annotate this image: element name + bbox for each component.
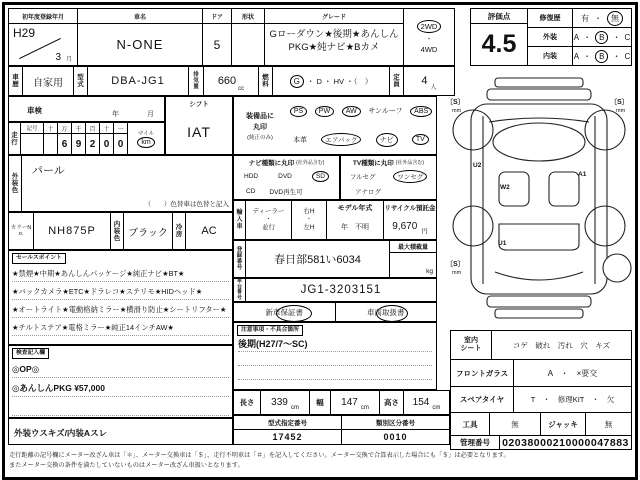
import-label: 輸入車 (234, 201, 246, 239)
score-table (470, 8, 632, 66)
col-header: 十 (100, 123, 113, 134)
exterior-color-label: 外装色 (9, 156, 22, 211)
books-row (233, 302, 437, 322)
grade-b-circled: B (595, 31, 608, 44)
color-no-value: NH875P (34, 213, 111, 249)
circle-mark (276, 305, 312, 322)
length-number: 339 (271, 397, 288, 408)
mileage-unit-cell (128, 123, 164, 154)
car-name-cell (78, 9, 203, 65)
height-number: 154 (412, 397, 430, 408)
recycle-amount: 9,670 (392, 221, 418, 232)
mileage-box (8, 122, 165, 155)
shift-box (165, 96, 233, 155)
nav-type-header (234, 156, 339, 169)
2wd-mark: 2WD (417, 20, 442, 33)
windshield (493, 123, 585, 161)
exterior-grade-value (573, 28, 631, 46)
sales-line: ★禁煙★中期★あんしんパッケージ★純正ナビ★BT★ (12, 264, 229, 282)
grade-a: A (573, 51, 580, 61)
aw-circled: AW (342, 106, 361, 117)
management-number-value: 02038000210000047883 (502, 436, 629, 449)
displacement-value (204, 67, 259, 95)
ps-circled: PS (290, 106, 307, 117)
col-digit (21, 134, 43, 154)
yen-unit: 円 (421, 228, 428, 235)
history-value: 自家用 (23, 67, 74, 95)
front-bumper-upper (495, 78, 583, 87)
import-row (233, 200, 437, 240)
displacement-number: 660 (217, 75, 237, 87)
windshield-value: A ・ ×要交 (547, 368, 598, 378)
col-header: 十 (44, 123, 57, 134)
person-unit: 人 (430, 85, 437, 91)
equipment-label-1: 装備品に (246, 112, 274, 120)
cd: CD (246, 188, 256, 195)
seat-row (451, 331, 631, 360)
warranty-book-cell (234, 303, 336, 321)
warranty-book: 新車保証書 (265, 307, 303, 317)
repair-no-circled: 無 (607, 11, 623, 26)
first-registration-value (9, 24, 77, 65)
notes-label: 注意事項・不具合箇所 (237, 325, 303, 336)
car-name-label: 車名 (78, 9, 202, 24)
tv-type-title: TV種類に丸印 (352, 160, 394, 167)
nav-type-box (233, 155, 340, 200)
vehicle-header-table (8, 8, 455, 66)
tv-type-row-2 (341, 184, 436, 199)
first-registration-cell (9, 9, 78, 65)
sales-line: ★チルトステア★電格ミラー★純正14インチAW★ (12, 318, 229, 336)
repair-yes: 有 (581, 13, 589, 23)
nav-type-note: (社外品含む) (296, 160, 325, 166)
payload-label: 最大積載量 (390, 241, 436, 253)
width-label: 幅 (310, 391, 331, 414)
chassis-row (233, 278, 437, 302)
footer-line-1: 走行距離の記号欄にメーター改ざん車は「＊」、メーター交換車は「＄」、走行不明車は「＃」を記入してください。メーター交換で合算表示した場合にも「＄」は必要となります。 (9, 452, 510, 459)
mileage-label: 走行 (9, 123, 21, 154)
inspector-line: ◎あんしんPKG ¥57,000 (12, 378, 229, 397)
interior-color-value: ブラック (124, 213, 173, 249)
dot: ・ (612, 51, 621, 61)
import-dealer-cell (246, 201, 292, 239)
interior-grade-label: 内装 (528, 47, 573, 65)
damage-code-u2: U2 (473, 162, 482, 169)
col-header: 千 (72, 123, 85, 134)
airbag-circled: エアバック (321, 133, 361, 146)
shift-label: シフト (189, 101, 209, 108)
dvd: DVD (278, 173, 292, 180)
seat-options: コゲ 破れ 汚れ 穴 キズ (512, 340, 611, 350)
tv-type-note: (社外品含む) (395, 160, 425, 166)
cc-unit: cc (238, 86, 245, 92)
hdd: HDD (244, 173, 259, 180)
spare-tire-value: T ・ 修理KIT ・ 欠 (530, 395, 615, 404)
rear-bumper (487, 296, 591, 307)
exterior-grade-label: 外装 (528, 28, 573, 46)
registration-number: 春日部581い6034 (246, 241, 390, 277)
dealer: ディーラー (252, 208, 285, 215)
spare-tire-mark (603, 254, 631, 282)
mileage-col (72, 123, 86, 154)
grade-c: C (624, 32, 631, 42)
tools-row (451, 413, 631, 436)
equipment-label-2: 丸印 (253, 123, 267, 131)
equipment-box (233, 96, 437, 155)
cm-unit: cm (432, 405, 441, 411)
notes-text: 後期(H27/7～SC) (238, 335, 432, 352)
equipment-label (234, 97, 286, 154)
type-designation-value: 17452 (272, 432, 303, 442)
color-detail-row (8, 212, 233, 250)
one-seg-circled: ワンセグ (393, 170, 427, 183)
front-right-wheel (585, 110, 625, 150)
color-no-label: カラーNo. (9, 213, 34, 249)
model-year-label: モデル年式 (337, 204, 373, 212)
seat-label (451, 331, 492, 359)
capacity-number: 4 (421, 75, 428, 87)
registration-label: 登録番号 (234, 241, 246, 277)
jack-value: 無 (604, 419, 613, 429)
left-handle: 左H (303, 224, 315, 231)
col-digit: 0 (103, 138, 110, 150)
ac-label: 冷房 (173, 213, 186, 249)
col-header: 一 (114, 123, 127, 134)
front-bumper (487, 89, 591, 100)
rear-right-wheel (585, 206, 625, 246)
dot: ・ (583, 32, 592, 42)
door-cell (203, 9, 232, 65)
recycle-cell (384, 201, 436, 239)
exterior-color-value: パール (32, 165, 65, 177)
col-digit (44, 134, 57, 154)
rear-bumper-lower (495, 309, 583, 318)
notes-box (233, 322, 437, 390)
score-cell (471, 9, 528, 65)
seat-label-2: シート (460, 345, 482, 352)
4wd-mark: 4WD (420, 45, 438, 54)
length-label: 長さ (234, 391, 261, 414)
dot: ・ (594, 13, 602, 23)
reg-month: 3 (55, 52, 61, 63)
dot: ・ (265, 217, 272, 223)
class-number-cell (342, 416, 449, 444)
mm-label: mm (616, 108, 626, 114)
condition-summary: 外装ウスキズ/内装Aスレ (14, 428, 108, 438)
mile-unit: マイル (137, 131, 155, 137)
condition-summary-cell (8, 418, 233, 445)
grade-value: Gローダウン★後期★あんしんPKG★純ナビ★Bカメ (269, 29, 399, 53)
col-header: 記号 (21, 123, 43, 134)
mileage-col (100, 123, 114, 154)
type-designation-cell (234, 416, 342, 444)
tools-value: 無 (490, 413, 541, 435)
shaken-label: 車検 (27, 106, 42, 115)
drive-dot: ・ (425, 36, 433, 43)
mileage-col (58, 123, 72, 154)
handle-cell (292, 201, 327, 239)
repair-history-value (573, 9, 631, 27)
front-left-wheel (453, 110, 493, 150)
mileage-col (86, 123, 100, 154)
capacity-label: 定員 (390, 67, 404, 95)
chassis-number: JG1-3203151 (300, 284, 382, 296)
interior-condition-table (450, 330, 632, 450)
month-label: 月 (147, 111, 154, 118)
windshield-label: フロントガラス (451, 360, 514, 386)
mm-label: mm (452, 108, 462, 114)
inspector-label: 検査記入欄 (12, 348, 49, 359)
shape-cell (232, 9, 265, 65)
dot: ・ (583, 51, 592, 61)
reg-era: H29 (13, 26, 36, 40)
fuel-options: ・ D ・ HV ・（ ） (306, 76, 373, 86)
grade-c: C (624, 51, 631, 61)
repair-history-row (528, 9, 631, 28)
model-code-label: 型式 (74, 67, 88, 95)
inspector-line-empty (12, 397, 229, 416)
year-label: 年 (112, 111, 119, 118)
car-diagram-area (443, 66, 633, 330)
nav-type-row-1 (234, 169, 339, 184)
car-top-view (443, 66, 633, 330)
damage-code-w2: W2 (500, 184, 510, 191)
full-seg: フルセグ (349, 174, 376, 181)
footer-line-2: またメーター交換の条件を満たしていないものはメーター改ざん車扱いとなります。 (9, 462, 244, 469)
notes-line-empty (238, 352, 432, 366)
spare-tire-label: スペアタイヤ (451, 387, 514, 412)
type-number-row (233, 415, 450, 445)
fuel-g-circled: G (290, 75, 304, 88)
spare-tire-row (451, 387, 631, 413)
fuel-value (273, 67, 390, 95)
dot: ・ (305, 217, 312, 223)
tv-circled: TV (412, 134, 429, 145)
sales-line: ★バックカメラ★ETC★ドラレコ★ステリモ★HIDヘッド★ (12, 282, 229, 300)
kg-unit: kg (426, 268, 433, 275)
corner-s-mark: 〔S〕 (610, 99, 629, 106)
exterior-color-value-area (22, 156, 232, 211)
height-value (404, 391, 449, 414)
shaken-box (8, 96, 165, 122)
model-year-cell (327, 201, 384, 239)
col-digit: 9 (75, 138, 82, 150)
navi-circled: ナビ (376, 133, 398, 147)
sales-points-box (8, 250, 233, 345)
shift-value: IAT (187, 124, 211, 140)
payload-cell (390, 241, 436, 277)
interior-grade-row (528, 47, 631, 65)
car-name-value: N-ONE (116, 37, 164, 52)
tools-label: 工具 (451, 413, 490, 435)
rear-seat (499, 224, 579, 250)
displacement-label: 排気量 (189, 67, 204, 95)
equipment-row-2 (286, 126, 436, 155)
first-registration-label: 初年度登録年月 (9, 9, 77, 24)
exterior-grade-row (528, 28, 631, 47)
cm-unit: cm (360, 405, 369, 411)
equipment-label-3: (純正のみ) (247, 134, 273, 141)
parallel: 並行 (262, 224, 275, 231)
dvd-playable: DVD再生可 (269, 189, 303, 196)
length-value (261, 391, 310, 414)
nav-type-row-2 (234, 184, 339, 199)
col-digit: 0 (117, 138, 124, 150)
jack-label: ジャッキ (541, 413, 586, 435)
km-unit-circled: km (137, 137, 154, 148)
management-number-label: 管理番号 (451, 436, 500, 449)
nav-type-title: ナビ種類に丸印 (248, 160, 295, 167)
shape-value (232, 24, 264, 65)
interior-grade-value (573, 47, 631, 65)
door-label: ドア (203, 9, 231, 24)
fuel-label: 燃料 (259, 67, 273, 95)
exterior-color-box (8, 155, 233, 212)
score-label: 評価点 (471, 9, 527, 24)
tv-type-header (341, 156, 436, 169)
class-number-label: 類別区分番号 (342, 416, 449, 430)
model-code-value: DBA-JG1 (88, 67, 189, 95)
damage-code-u1: U1 (498, 240, 507, 247)
inspector-line: ◎OP◎ (12, 359, 229, 378)
manual-book-cell (336, 303, 437, 321)
hood-line (489, 118, 589, 122)
door-value: 5 (213, 37, 221, 52)
management-number-row (451, 436, 631, 449)
mileage-col (114, 123, 128, 154)
footer-disclaimer (9, 451, 631, 471)
color-change-note: （ ）色替車は色替と記入 (144, 201, 229, 208)
interior-color-label: 内装色 (111, 213, 124, 249)
recycle-value (384, 214, 436, 239)
class-number-value: 0010 (383, 432, 408, 442)
grade-a: A (573, 32, 580, 42)
corner-s-mark: 〔S〕 (446, 99, 465, 106)
corner-s-mark: 〔S〕 (446, 261, 465, 268)
sunroof: サンルーフ (368, 108, 403, 116)
manual-book: 車両取扱書 (367, 307, 405, 317)
col-digit: 2 (89, 138, 96, 150)
cm-unit: cm (290, 405, 299, 411)
rear-left-wheel (453, 206, 493, 246)
col-header: 百 (86, 123, 99, 134)
circle-mark (376, 305, 408, 322)
drive-type-cell (404, 9, 454, 65)
abs-circled: ABS (410, 106, 432, 117)
sales-points-label: セールスポイント (12, 253, 66, 264)
damage-code-a1: A1 (578, 171, 587, 178)
type-designation-label: 型式指定番号 (234, 416, 341, 430)
seat-label-1: 室内 (464, 337, 478, 344)
rear-window (495, 272, 583, 280)
recycle-label: リサイクル預託金 (384, 205, 436, 212)
col-digit: 6 (61, 138, 68, 150)
dot: ・ (612, 32, 621, 42)
score-value: 4.5 (481, 30, 517, 58)
payload-value (390, 253, 436, 277)
tv-type-box (340, 155, 437, 200)
repair-history-label: 修復歴 (528, 9, 573, 27)
notes-line-empty (238, 366, 432, 380)
ac-value: AC (201, 225, 217, 237)
mm-label: mm (452, 270, 462, 276)
model-year-value: 年 不明 (341, 223, 369, 231)
equipment-row-1 (286, 97, 436, 126)
leather: 本革 (293, 136, 308, 144)
right-handle: 右H (303, 208, 315, 215)
analog: アナログ (355, 189, 381, 196)
windshield-row (451, 360, 631, 387)
width-number: 147 (341, 397, 358, 408)
width-value (331, 391, 380, 414)
registration-row (233, 240, 437, 278)
spec-row (8, 66, 455, 96)
tv-type-row-1 (341, 169, 436, 184)
passenger-seat (549, 172, 579, 206)
col-header: 万 (58, 123, 71, 134)
chassis-label: 車台番号 (234, 279, 246, 301)
mileage-col-symbol (21, 123, 44, 154)
height-label: 高さ (380, 391, 404, 414)
pw-circled: PW (315, 106, 334, 117)
mileage-col (44, 123, 58, 154)
grade-b-circled: B (595, 50, 608, 63)
inspector-box (8, 345, 233, 418)
sd-circled: SD (312, 171, 329, 182)
reg-month-suffix: 月 (65, 57, 72, 63)
grade-label: グレード (265, 9, 403, 24)
shape-label: 形状 (232, 9, 264, 24)
sales-line: ★オートライト★電動格納ミラー★横滑り防止★シートリフター★ (12, 300, 229, 318)
grade-cell (265, 9, 404, 65)
history-label: 車歴 (9, 67, 23, 95)
dimensions-row (233, 390, 450, 415)
